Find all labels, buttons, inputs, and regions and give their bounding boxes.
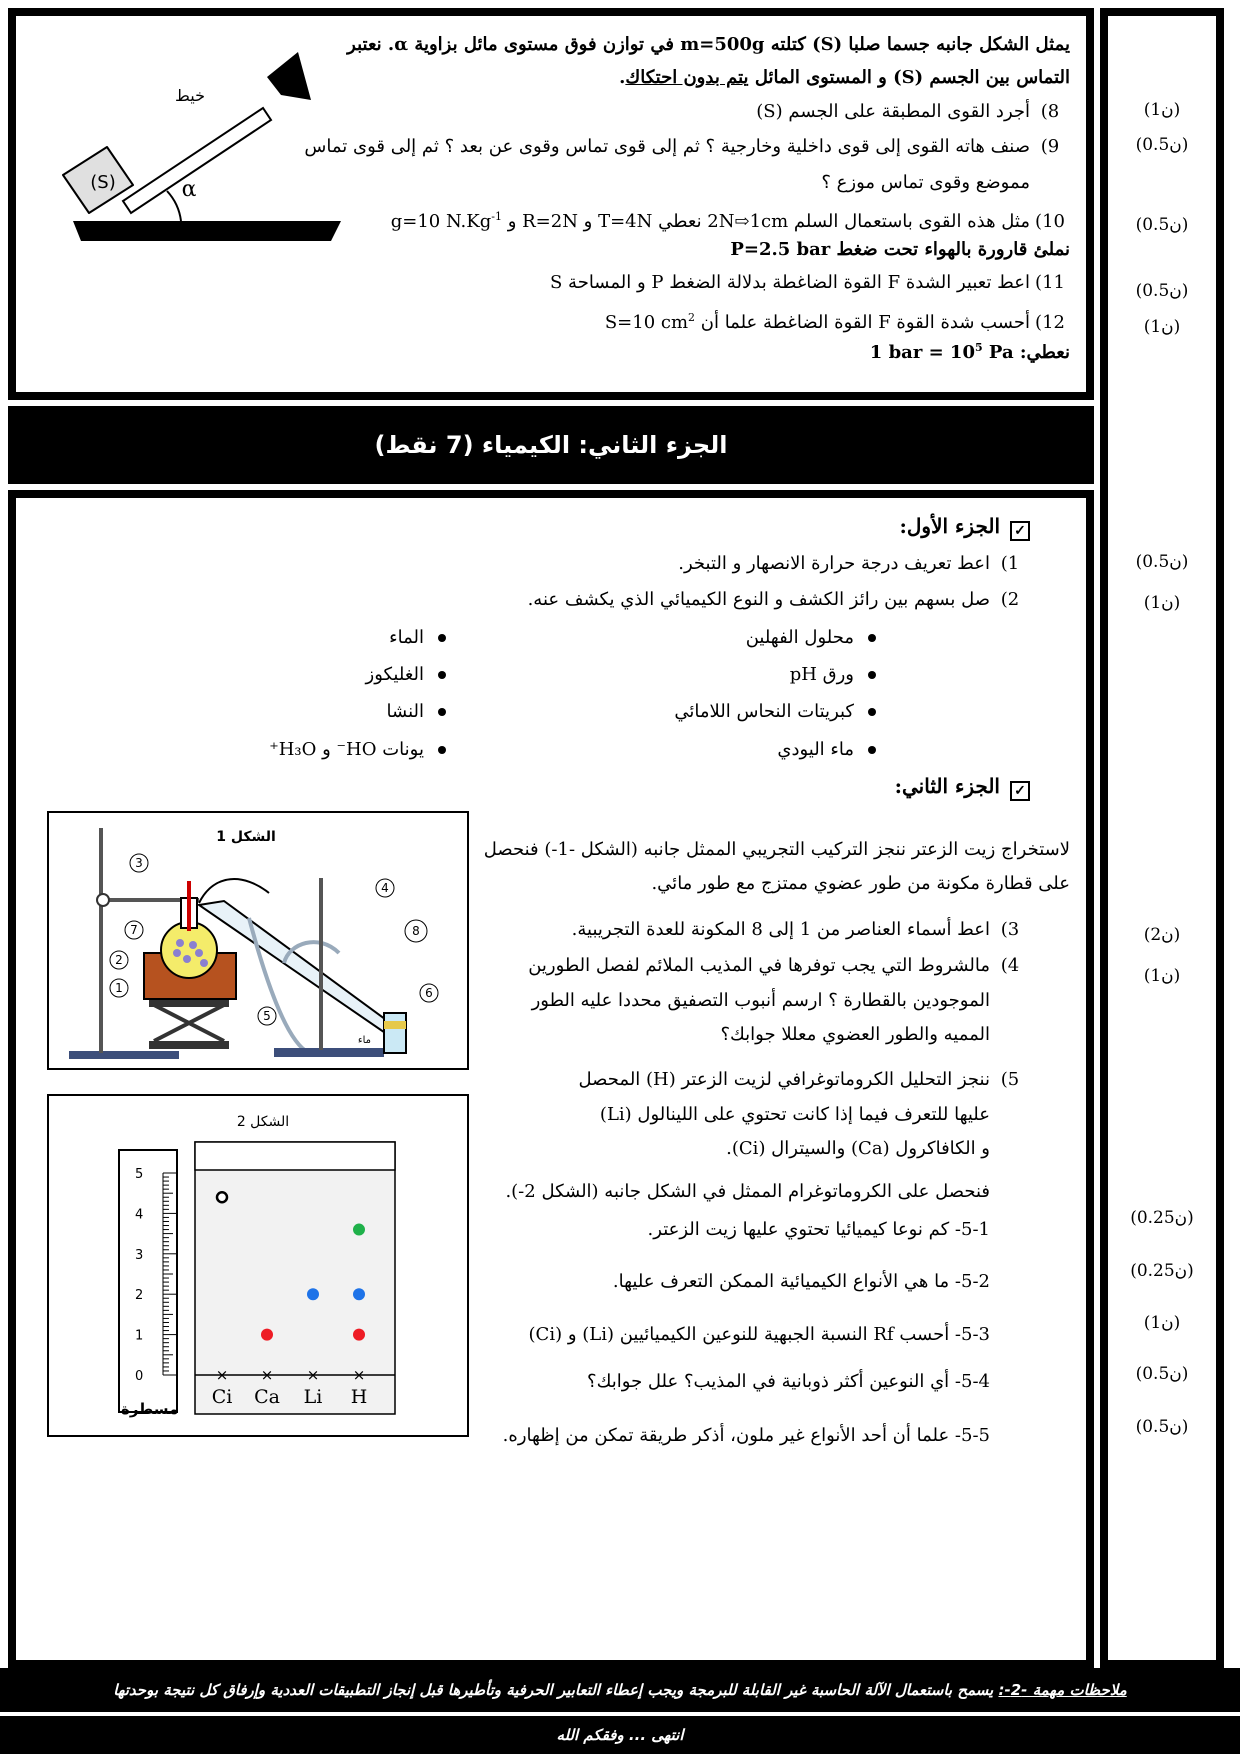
mark-10: (0.25ن) <box>1130 1208 1194 1228</box>
plant-material <box>189 941 197 949</box>
thread <box>123 108 271 213</box>
plant-material <box>176 939 184 947</box>
mark-11: (0.25ن) <box>1130 1261 1194 1281</box>
mark-1: (1ن) <box>1143 100 1181 120</box>
distillation-diagram <box>49 813 467 1068</box>
deposit-mark: × <box>352 1366 366 1384</box>
question-1-text: اعط تعريف درجة حرارة الانصهار و التبخر. <box>678 553 990 574</box>
bullet-icon <box>438 746 446 754</box>
fill-statement: نملئ قارورة بالهواء تحت ضغط P=2.5 bar <box>730 239 1070 260</box>
clamp-screw <box>97 894 109 906</box>
question-12-exp: 2 <box>688 311 696 324</box>
callout-3: 3 <box>135 856 143 870</box>
plant-material <box>183 955 191 963</box>
figure-1-title: الشكل 1 <box>216 829 276 845</box>
question-5-5: 5-5- علما أن أحد الأنواع غير ملون، أذكر طريقة تمكن من إظهاره. <box>502 1425 990 1446</box>
question-2: 2)صل بسهم بين رائز الكشف و النوع الكيميائي الذي يكشف عنه. <box>527 589 1020 610</box>
ruler-tick-label: 3 <box>135 1247 144 1263</box>
bullet-icon <box>438 708 446 716</box>
question-4a-text: مالشروط التي يجب توفرها في المذيب الملائم لفصل الطورين <box>528 955 990 976</box>
reagent-4-text: ماء اليودي <box>777 739 854 760</box>
spot-H-5 <box>353 1224 365 1236</box>
callout-7: 7 <box>130 923 138 937</box>
notes-label: ملاحظات مهمة -2-: <box>998 1681 1127 1699</box>
question-12-text: أحسب شدة القوة F القوة الضاغطة علما أن S=10 cm <box>604 312 1030 333</box>
plant-material <box>173 949 181 957</box>
chemistry-header <box>8 406 1094 484</box>
species-2 <box>366 664 461 685</box>
ruler-tick-label: 5 <box>135 1167 144 1182</box>
callout-6: 6 <box>425 986 433 1000</box>
lab-jack-top <box>149 999 229 1007</box>
question-1: 1)اعط تعريف درجة حرارة الانصهار و التبخر. <box>678 553 1020 574</box>
lab-jack-base <box>149 1041 229 1049</box>
right-stand-base <box>274 1048 384 1057</box>
footer-notes <box>0 1668 1240 1712</box>
callout-5: 5 <box>263 1009 271 1023</box>
given-exp: 5 <box>974 341 983 354</box>
question-3-text: اعط أسماء العناصر من 1 إلى 8 المكونة للعدة التجريبية. <box>571 919 990 940</box>
spot-H-3 <box>353 1329 365 1341</box>
question-10: 10)مثل هذه القوى باستعمال السلم 2N⇨1cm نعطي T=4N و R=2N و g=10 $N.Kg^{-1}$ <box>390 210 1065 232</box>
question-12: 12)أحسب شدة القوة F القوة الضاغطة علما أن S=10 $cm^2$ <box>604 311 1065 333</box>
physics-text <box>260 30 1070 390</box>
part2-title-text: الجزء الثاني: <box>894 774 1000 798</box>
given-unit: Pa <box>982 342 1014 363</box>
question-5-4: 5-4- أي النوعين أكثر ذوبانية في المذيب؟ علل جوابك؟ <box>587 1371 990 1392</box>
question-3: 3)اعط أسماء العناصر من 1 إلى 8 المكونة للعدة التجريبية. <box>571 919 1020 940</box>
part2-title <box>895 774 1030 801</box>
given-equation <box>870 342 1014 363</box>
question-5b: عليها للتعرف فيما إذا كانت تحتوي على اللينالول (Li) <box>599 1104 990 1125</box>
water-label: ماء <box>357 1035 371 1046</box>
reagent-3-text: كبريتات النحاس اللامائي <box>674 701 854 722</box>
plant-material <box>195 949 203 957</box>
bullet-icon <box>868 671 876 679</box>
question-5c: و الكافاكرول (Ca) والسيترال (Ci). <box>726 1138 990 1159</box>
chem-part2 <box>480 770 1070 1450</box>
callout-1: 1 <box>115 981 123 995</box>
chromatogram <box>49 1096 467 1435</box>
question-9a: 9)صنف هاته القوى إلى قوى داخلية وخارجية ؟ ثم إلى قوى تماس وقوى عن بعد ؟ ثم إلى قوى تماس <box>304 136 1060 157</box>
mark-5: (1ن) <box>1143 317 1181 337</box>
bullet-icon <box>868 634 876 642</box>
reagent-3 <box>674 701 890 722</box>
chemistry-header-text: الجزء الثاني: الكيمياء (7 نقط) <box>374 431 728 459</box>
ruler-tick-label: 1 <box>135 1328 144 1344</box>
question-5d: فنحصل على الكروماتوغرام الممثل في الشكل جانبه (الشكل 2-). <box>505 1181 990 1202</box>
part2-intro-2: على قطارة مكونة من طور عضوي ممتزج مع طور مائي. <box>651 873 1070 894</box>
question-5-1: 5-1- كم نوعا كيميائيا تحتوي عليها زيت الزعتر. <box>647 1219 990 1240</box>
reagent-1 <box>746 627 890 648</box>
lane-label-Ca: Ca <box>254 1386 280 1408</box>
mark-7: (1ن) <box>1143 593 1181 613</box>
thread-label: خيط <box>175 86 205 105</box>
question-11: 11)اعط تعبير الشدة F القوة الضاغطة بدلالة الضغط P و المساحة S <box>549 272 1065 293</box>
question-10-text: مثل هذه القوى باستعمال السلم 2N⇨1cm نعطي T=4N و R=2N و g=10 N.Kg <box>390 211 1030 232</box>
question-10-exp: -1 <box>491 210 502 223</box>
spot-Ca-1 <box>261 1329 273 1341</box>
part1-title <box>900 514 1031 541</box>
physics-intro-2-text: التماس بين الجسم (S) و المستوى المائل <box>754 67 1070 88</box>
bullet-icon <box>438 671 446 679</box>
part2-intro-1: لاستخراج زيت الزعتر ننجز التركيب التجريبي الممثل جانبه (الشكل -1-) فنحصل <box>483 839 1070 860</box>
bullet-icon <box>868 746 876 754</box>
question-5-3: 5-3- أحسب Rf النسبة الجبهية للنوعين الكيميائيين (Li) و (Ci) <box>528 1324 990 1345</box>
bullet-icon <box>868 708 876 716</box>
lane-label-H: H <box>350 1386 368 1408</box>
question-4c: المميه والطور العضوي معللا جوابك؟ <box>720 1024 990 1045</box>
mark-2: (0.5ن) <box>1135 135 1189 155</box>
organic-layer <box>384 1021 406 1029</box>
figure-2 <box>47 1094 469 1437</box>
mark-4: (0.5ن) <box>1135 281 1189 301</box>
question-11-text: اعط تعبير الشدة F القوة الضاغطة بدلالة الضغط P و المساحة S <box>549 272 1030 293</box>
mark-13: (0.5ن) <box>1135 1364 1189 1384</box>
spot-Ci-0 <box>217 1192 227 1202</box>
ruler-tick-label: 4 <box>135 1207 144 1223</box>
question-2-text: صل بسهم بين رائز الكشف و النوع الكيميائي الذي يكشف عنه. <box>527 589 990 610</box>
callout-4: 4 <box>381 881 389 895</box>
question-5a: 5)ننجز التحليل الكروماتوغرافي لزيت الزعتر (H) المحصل <box>578 1069 1020 1090</box>
question-4a: 4)مالشروط التي يجب توفرها في المذيب الملائم لفصل الطورين <box>528 955 1020 976</box>
spot-H-4 <box>353 1288 365 1300</box>
left-stand-base <box>69 1051 179 1059</box>
question-9a-text: صنف هاته القوى إلى قوى داخلية وخارجية ؟ ثم إلى قوى تماس وقوى عن بعد ؟ ثم إلى قوى تماس <box>304 136 1030 157</box>
callout-8: 8 <box>412 924 420 938</box>
still-head <box>199 879 269 903</box>
mark-3: (0.5ن) <box>1135 215 1189 235</box>
deposit-mark: × <box>215 1366 229 1384</box>
question-5-2: 5-2- ما هي الأنواع الكيميائية الممكن التعرف عليها. <box>612 1271 990 1292</box>
species-4-text: يونات HO⁻ و H₃O⁺ <box>269 739 424 760</box>
bullet-icon <box>438 634 446 642</box>
mark-6: (0.5ن) <box>1135 552 1189 572</box>
question-4b: الموجودين بالقطارة ؟ ارسم أنبوب التصفيق محددا عليه الطور <box>531 990 990 1011</box>
lane-label-Li: Li <box>303 1386 323 1408</box>
mark-8: (2ن) <box>1143 925 1181 945</box>
end-text: انتهى ... وفقكم الله <box>556 1726 684 1744</box>
thermometer <box>187 881 191 931</box>
lane-label-Ci: Ci <box>211 1386 233 1408</box>
physics-intro-2: التماس بين الجسم (S) و المستوى المائل يتم بدون احتكاك. <box>619 67 1070 88</box>
right-stand-rod <box>319 878 323 1050</box>
mark-14: (0.5ن) <box>1135 1417 1189 1437</box>
part1-title-text: الجزء الأول: <box>899 514 1000 538</box>
deposit-mark: × <box>306 1366 320 1384</box>
figure-1 <box>47 811 469 1070</box>
left-stand-rod <box>99 828 103 1053</box>
question-5a-text: ننجز التحليل الكروماتوغرافي لزيت الزعتر (H) المحصل <box>578 1069 990 1090</box>
given-values <box>870 336 1070 365</box>
species-3 <box>387 701 460 722</box>
callout-2: 2 <box>115 953 123 967</box>
ruler-tick-label: 2 <box>135 1288 144 1304</box>
species-4 <box>269 739 460 760</box>
notes-text: يسمح باستعمال الآلة الحاسبة غير القابلة للبرمجة ويجب إعطاء التعابير الحرفية وتأطيرها قبل إنجاز التطبيقات العددية وإرفاق كل نتيجة بوحدتها <box>113 1681 994 1699</box>
question-8: 8)أجرد القوى المطبقة على الجسم (S) <box>756 101 1060 122</box>
species-1 <box>389 627 460 648</box>
question-8-text: أجرد القوى المطبقة على الجسم (S) <box>756 101 1030 122</box>
beaker <box>384 1013 406 1053</box>
question-9b: مموضع وقوى تماس موزع ؟ <box>821 172 1030 193</box>
reagent-4 <box>777 739 890 760</box>
species-3-text: النشا <box>386 701 424 722</box>
solvent-front-region <box>195 1142 395 1170</box>
reagent-2 <box>790 664 890 685</box>
deposit-mark: × <box>260 1366 274 1384</box>
angle-label: α <box>181 177 197 202</box>
angle-arc <box>167 191 181 221</box>
given-label: نعطي: <box>1019 342 1070 363</box>
ruler-label: مسطرة <box>121 1400 179 1418</box>
body-label: (S) <box>90 172 116 193</box>
plant-material <box>200 959 208 967</box>
reagent-2-text: ورق pH <box>789 664 854 685</box>
species-2-text: الغليكوز <box>365 664 424 685</box>
lab-jack-scissor <box>154 1005 224 1041</box>
footer-end <box>0 1716 1240 1754</box>
physics-intro-1: يمثل الشكل جانبه جسما صلبا (S) كتلته m=500g في توازن فوق مستوى مائل بزاوية α. نعتبر <box>347 34 1070 55</box>
checkbox-icon: ✓ <box>1010 781 1030 801</box>
physics-intro-2-underlined: يتم بدون احتكاك <box>625 67 749 88</box>
given-value: 1 bar = 10 <box>869 342 975 363</box>
figure-2-title: الشكل 2 <box>236 1114 290 1130</box>
mark-9: (1ن) <box>1143 966 1181 986</box>
mark-12: (1ن) <box>1143 1313 1181 1333</box>
reagent-1-text: محلول الفهلين <box>745 627 854 648</box>
ruler-tick-label: 0 <box>135 1369 144 1384</box>
checkbox-icon: ✓ <box>1010 521 1030 541</box>
spot-Li-2 <box>307 1288 319 1300</box>
species-1-text: الماء <box>389 627 424 648</box>
